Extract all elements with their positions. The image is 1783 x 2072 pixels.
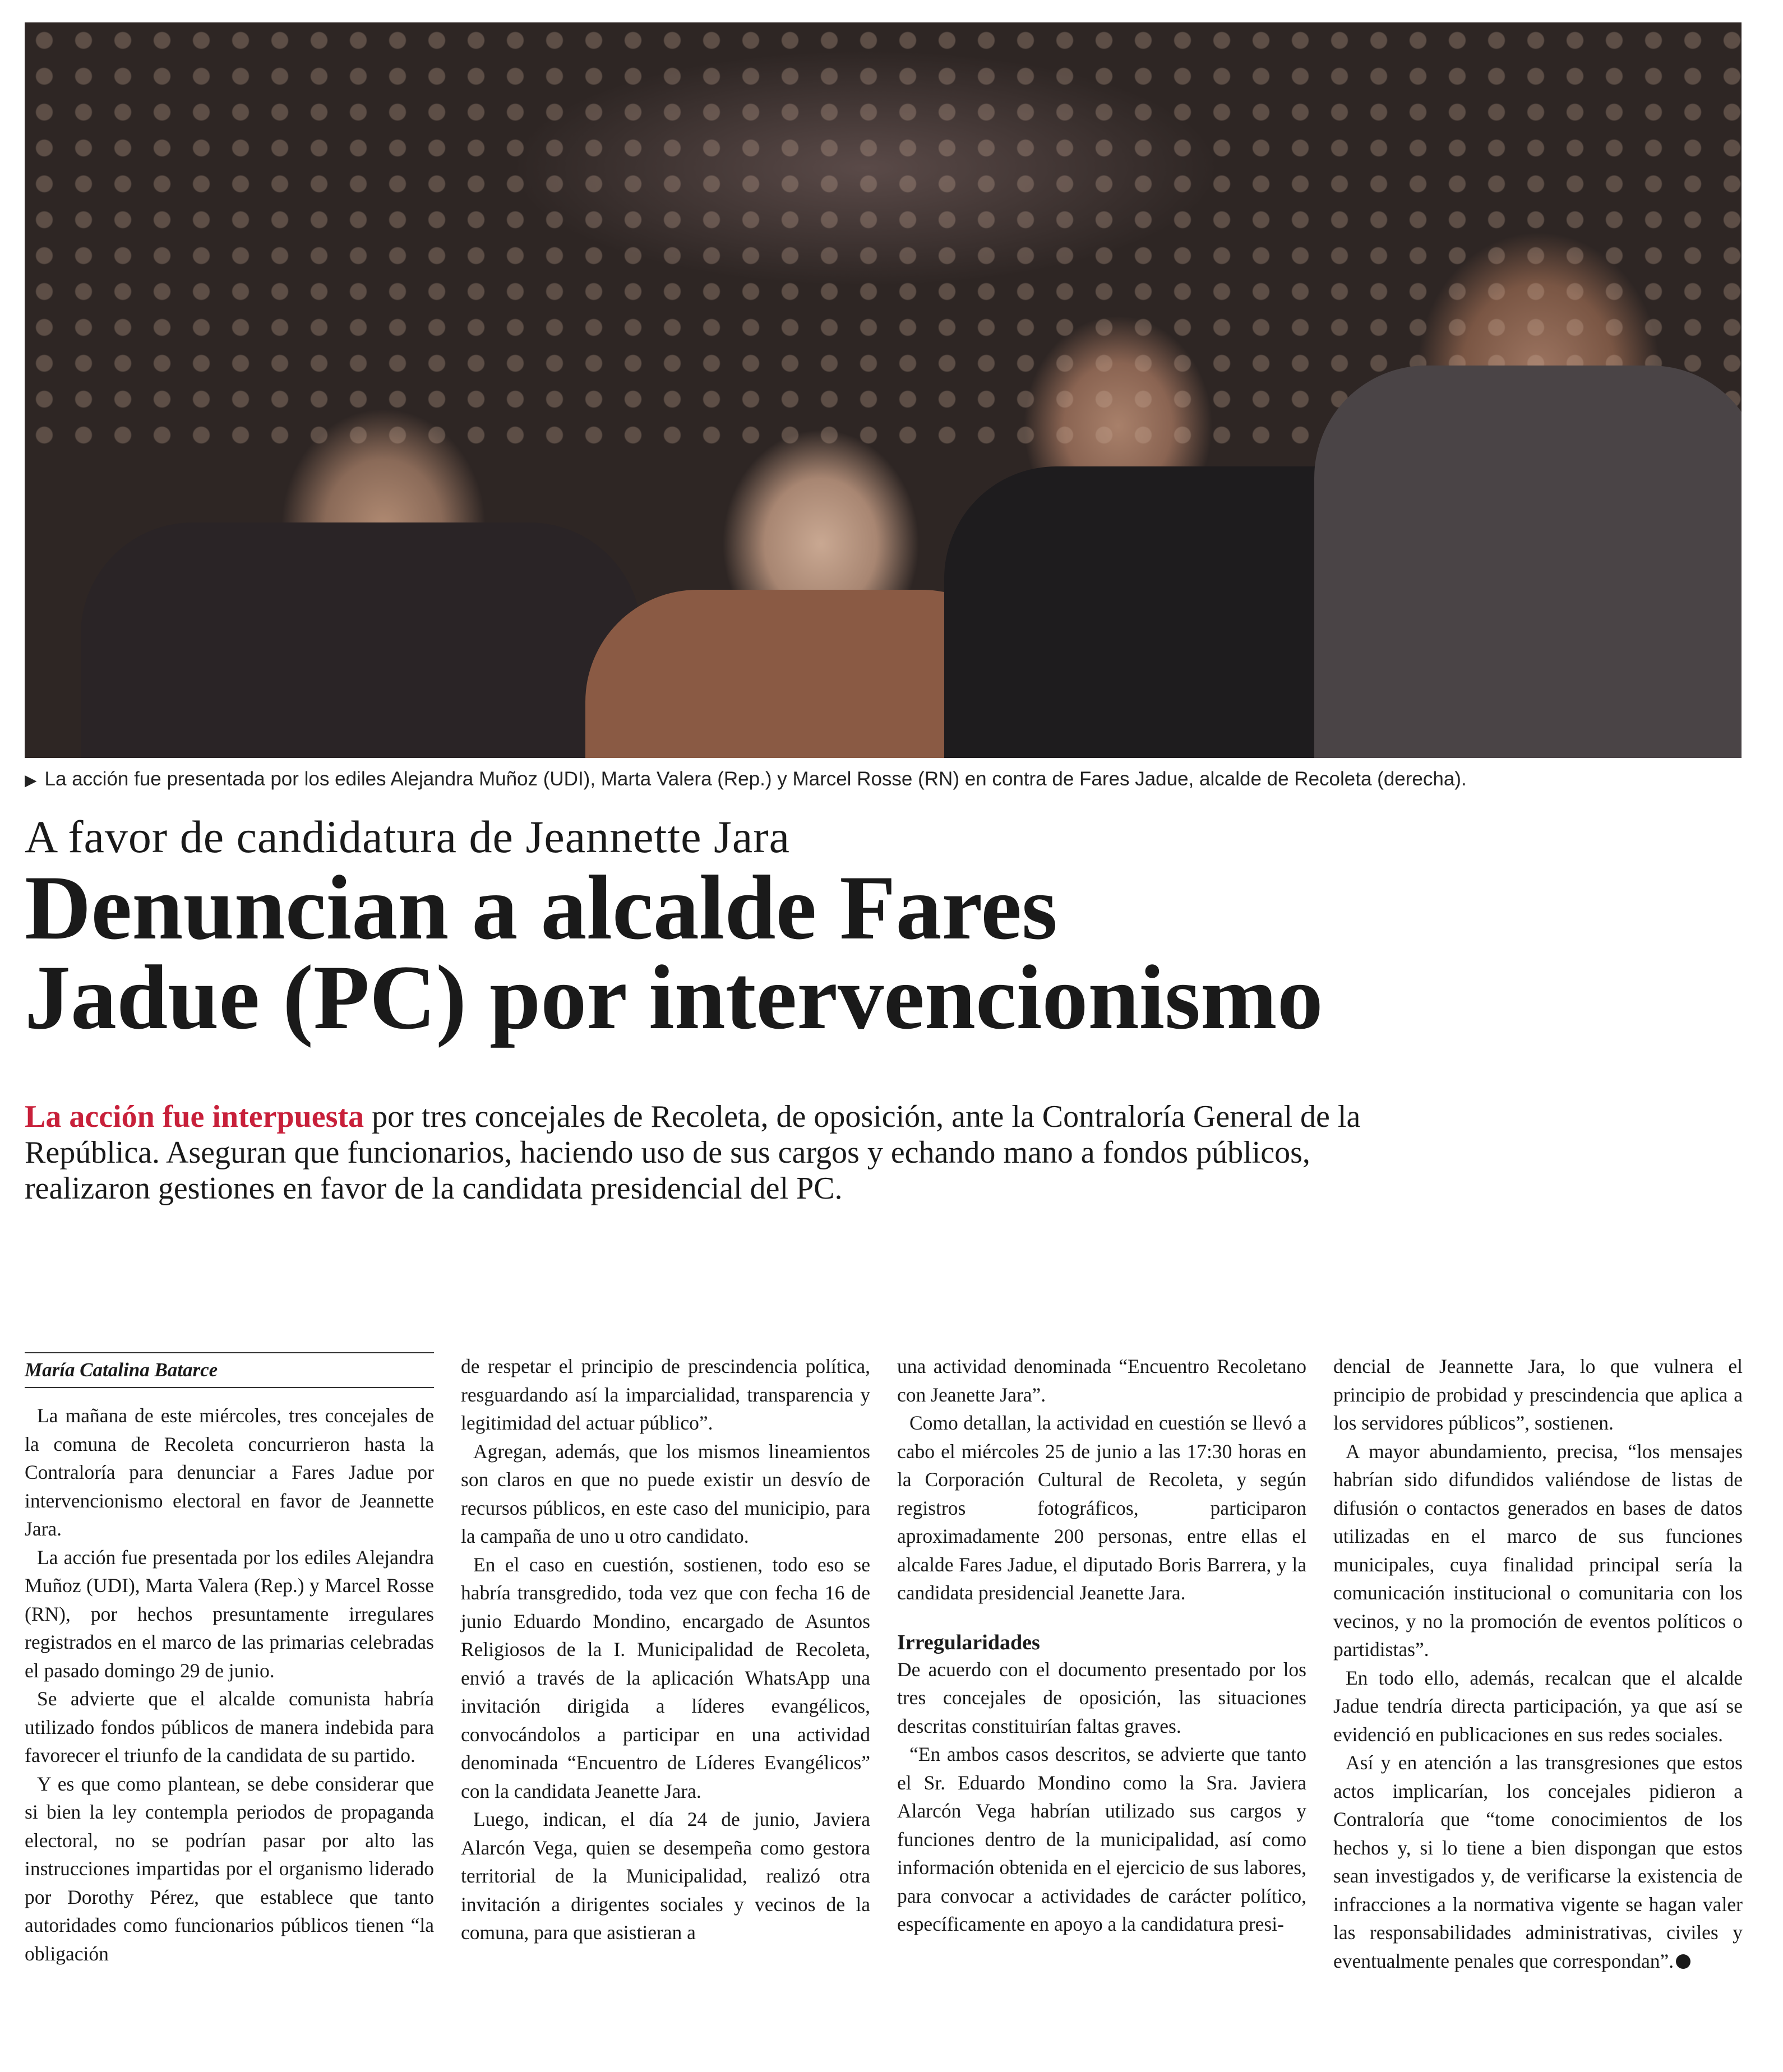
body-paragraph: “En ambos casos descritos, se advierte que tanto el Sr. Eduardo Mondino como la Sra. Javiera Alarcón Vega habrían utilizado sus cargos y funciones dentro de la municipalidad, así como información obtenida en el ejercicio de sus labores, para convocar a actividades de carácter político, específicamente en apoyo a la candidatura presi-	[897, 1743, 1306, 1935]
column-1	[25, 1352, 434, 1968]
column-4	[1333, 1352, 1743, 1975]
body-paragraph: Como detallan, la actividad en cuestión se llevó a cabo el miércoles 25 de junio a las 17:30 horas en la Corporación Cultural de Recoleta, y según registros fotográficos, participaron aproximadamente 200 personas, entre ellas el alcalde Fares Jadue, el diputado Boris Barrera, y la candidata presidencial Jeanette Jara.	[897, 1412, 1306, 1604]
body-paragraph: una actividad denominada “Encuentro Recoletano con Jeanette Jara”.	[897, 1355, 1306, 1406]
caption-text: La acción fue presentada por los ediles Alejandra Muñoz (UDI), Marta Valera (Rep.) y Marcel Rosse (RN) en contra de Fares Jadue, alcalde de Recoleta (derecha).	[44, 768, 1467, 790]
kicker: A favor de candidatura de Jeannette Jara	[25, 811, 791, 862]
article-photo	[25, 22, 1742, 758]
headline-line-2: Jadue (PC) por intervencionismo	[25, 947, 1323, 1048]
body-paragraph: Se advierte que el alcalde comunista habría utilizado fondos públicos de manera indebida para favorecer el triunfo de la candidata de su partido.	[25, 1687, 434, 1766]
byline: María Catalina Batarce	[25, 1352, 434, 1388]
section-subhead: Irregularidades	[897, 1630, 1040, 1654]
body-paragraph-last	[1333, 1749, 1743, 1975]
body-paragraph: La acción fue presentada por los ediles Alejandra Muñoz (UDI), Marta Valera (Rep.) y Marcel Rosse (RN), por hechos presuntamente irregulares registrados en el marco de las primarias celebradas el pasado domingo 29 de junio.	[25, 1546, 434, 1682]
body-paragraph: de respetar el principio de prescindencia política, resguardando así la imparcialidad, transparencia y legitimidad del actuar público”.	[461, 1355, 870, 1434]
body-last-text: Así y en atención a las transgresiones que estos actos implicarían, los concejales pidieron a Contraloría que “tome conocimientos de los hechos y, si lo tiene a bien dispongan que estos sean investigados y, de verificarse la existencia de infracciones a la normativa vigente se hagan valer las responsabilidades administrativas, civiles y eventualmente penales que correspondan”.	[1333, 1751, 1743, 1972]
body-paragraph: dencial de Jeannette Jara, lo que vulnera el principio de probidad y prescindencia que aplica a los servidores públicos”, sostienen.	[1333, 1355, 1743, 1434]
lead-text: por tres concejales de Recoleta, de oposición, ante la Contraloría General de la República. Aseguran que funcionarios, haciendo uso de sus cargos y echando mano a fondos públicos, realizaron gestiones en favor de la candidata presidencial del PC.	[25, 1099, 1361, 1206]
body-paragraph: A mayor abundamiento, precisa, “los mensajes habrían sido difundidos valiéndose de listas de difusión o contactos generados en bases de datos utilizadas en el marco de sus funciones municipales, cuya finalidad principal sería la comunicación institucional o comunitaria con los vecinos, y no la promoción de eventos políticos o partidistas”.	[1333, 1440, 1743, 1661]
body-paragraph: Agregan, además, que los mismos lineamientos son claros en que no puede existir un desvío de recursos públicos, en este caso del municipio, para la campaña de uno u otro candidato.	[461, 1440, 870, 1547]
body-paragraph: En todo ello, además, recalcan que el alcalde Jadue tendría directa participación, ya que así se evidenció en publicaciones en sus redes sociales.	[1333, 1666, 1743, 1746]
headline	[25, 857, 1426, 1048]
body-paragraph: En el caso en cuestión, sostienen, todo eso se habría transgredido, toda vez que con fecha 16 de junio Eduardo Mondino, encargado de Asuntos Religiosos de la I. Municipalidad de Recoleta, envió a través de la aplicación WhatsApp una invitación dirigida a líderes evangélicos, convocándolos a participar en una actividad denominada “Encuentro de Líderes Evangélicos” con la candidata Jeanette Jara.	[461, 1553, 870, 1802]
column-3	[897, 1352, 1306, 1939]
end-mark-icon	[1676, 1954, 1690, 1969]
column-2	[461, 1352, 870, 1947]
body-paragraph: De acuerdo con el documento presentado por los tres concejales de oposición, las situaciones descritas constituirían faltas graves.	[897, 1658, 1306, 1737]
photo-figure-4	[1314, 366, 1742, 758]
headline-line-1: Denuncian a alcalde Fares	[25, 857, 1057, 959]
body-paragraph: Luego, indican, el día 24 de junio, Javiera Alarcón Vega, quien se desempeña como gestora territorial de la Municipalidad, realizó otra invitación a dirigentes sociales y vecinos de la comuna, para que asistieran a	[461, 1808, 870, 1944]
lead-highlight: La acción fue interpuesta	[25, 1099, 364, 1134]
body-paragraph: La mañana de este miércoles, tres concejales de la comuna de Recoleta concurrieron hasta la Contraloría para denunciar a Fares Jadue por intervencionismo electoral en favor de Jeannette Jara.	[25, 1404, 434, 1540]
photo-caption	[25, 768, 1740, 790]
lead-paragraph	[25, 1099, 1393, 1206]
body-paragraph: Y es que como plantean, se debe considerar que si bien la ley contempla periodos de propaganda electoral, no se podrían pasar por alto las instrucciones impartidas por el organismo liderado por Dorothy Pérez, que establece que tanto autoridades como funcionarios públicos tienen “la obligación	[25, 1772, 434, 1965]
caption-arrow-icon: ▶	[25, 771, 37, 789]
photo-figure-1	[81, 522, 641, 758]
